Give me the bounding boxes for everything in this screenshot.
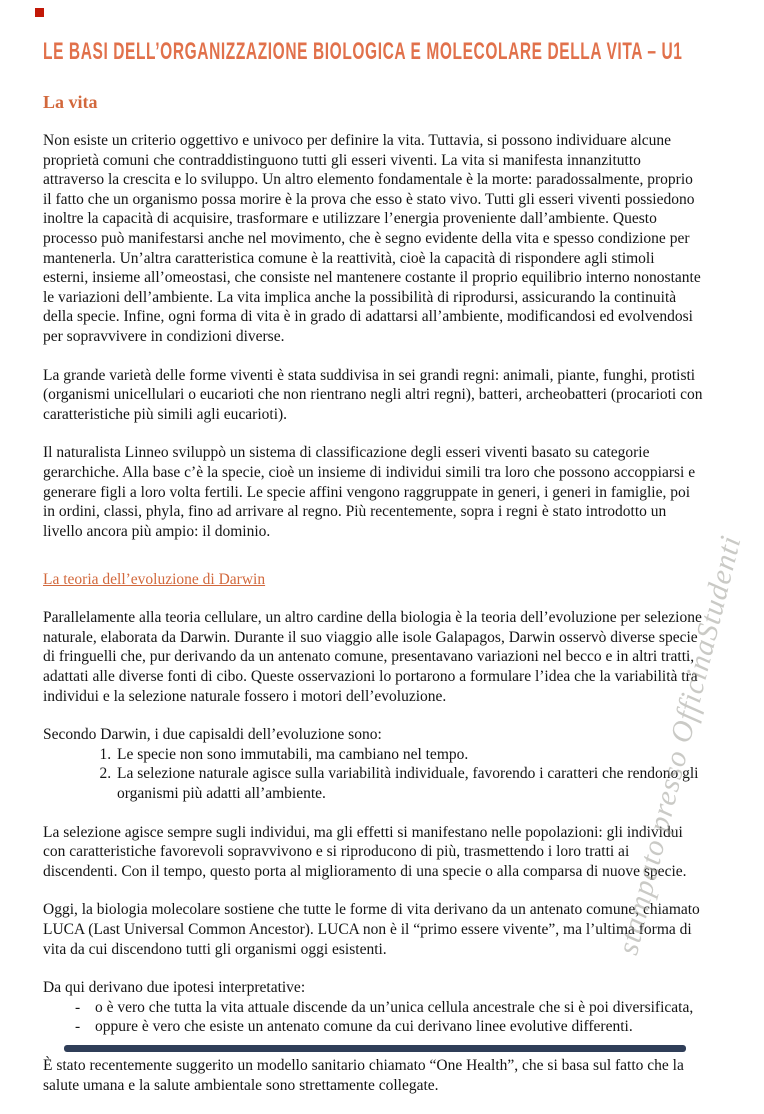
paragraph-life-definition: Non esiste un criterio oggettivo e univoco per definire la vita. Tuttavia, si possono individuare alcune proprietà comuni che contraddistinguono tutti gli esseri viventi. La vita si manifesta innanzitutto attraverso la crescita e lo sviluppo. Un altro elemento fondamentale è la morte: paradossalmente, proprio il fatto che un organismo possa morire è la prova che esso è stato vivo. Tutti gli esseri viventi possiedono inoltre la capacità di acquisire, trasformare e utilizzare l’energia proveniente dall’ambiente. Questo processo può manifestarsi anche nel movimento, che è segno evidente della vita e spesso condizione per mantenerla. Un’altra caratteristica comune è la reattività, cioè la capacità di rispondere agli stimoli esterni, insieme all’omeostasi, che consiste nel mantenere costante il proprio equilibrio interno nonostante le variazioni dell’ambiente. La vita implica anche la possibilità di riprodursi, assicurando la continuità della specie. Infine, ogni forma di vita è in grado di adattarsi all’ambiente, modificandosi ed evolvendosi per sopravvivere in condizioni diverse.: [43, 132, 701, 345]
paragraph-six-kingdoms: La grande varietà delle forme viventi è stata suddivisa in sei grandi regni: animali, piante, funghi, protisti (organismi unicellulari o eucarioti che non rientrano negli altri regni), batteri, archeobatteri (procarioti con caratteristiche più simili agli eucarioti).: [43, 366, 703, 423]
darwin-pillars-list: [43, 745, 703, 804]
darwin-pillar-item: 1. Le specie non sono immutabili, ma cambiano nel tempo.: [115, 745, 703, 765]
subheading-darwin-theory: La teoria dell’evoluzione di Darwin: [43, 571, 266, 589]
page-title: LE BASI DELL’ORGANIZZAZIONE BIOLOGICA E MOLECOLARE DELLA VITA – U1: [43, 39, 683, 66]
hypothesis-item: - o è vero che tutta la vita attuale discende da un’unica cellula ancestrale che si è poi diversificata,: [43, 998, 703, 1018]
document-content: [43, 39, 703, 1114]
darwin-pillar-item: 2. La selezione naturale agisce sulla variabilità individuale, favorendo i caratteri che rendono gli organismi più adatti all’ambiente.: [115, 764, 703, 803]
diagonal-watermark: stampato presso OfficinaStudenti: [611, 531, 748, 958]
paragraph-luca: Oggi, la biologia molecolare sostiene che tutte le forme di vita derivano da un antenato comune, chiamato LUCA (Last Universal Common Ancestor). LUCA non è il “primo essere vivente”, ma l’ultima forma di vita da cui discendono tutti gli organismi oggi esistenti.: [43, 901, 700, 958]
page-corner-marker-icon: [35, 8, 44, 17]
paragraph-hypotheses-intro: Da qui derivano due ipotesi interpretative:: [43, 979, 306, 997]
paragraph-darwin-pillars-intro: Secondo Darwin, i due capisaldi dell’evoluzione sono:: [43, 726, 382, 744]
paragraph-selection-populations: La selezione agisce sempre sugli individui, ma gli effetti si manifestano nelle popolazioni: gli individui con caratteristiche favorevoli sopravvivono e si riproducono di più, trasmettendo i loro tratti ai discendenti. Con il tempo, questo porta al miglioramento di una specie o alla comparsa di nuove specie.: [43, 823, 687, 880]
hypothesis-item: - oppure è vero che esiste un antenato comune da cui derivano linee evolutive differenti.: [43, 1017, 703, 1037]
hypotheses-list: [43, 998, 703, 1037]
section-heading-la-vita: La vita: [43, 92, 98, 112]
horizontal-scrollbar[interactable]: [64, 1045, 686, 1052]
paragraph-linneo-classification: Il naturalista Linneo sviluppò un sistema di classificazione degli esseri viventi basato su categorie gerarchiche. Alla base c’è la specie, cioè un insieme di individui simili tra loro che possono accoppiarsi e generare figli a loro volta fertili. Le specie affini vengono raggruppate in generi, i generi in famiglie, poi in ordini, classi, phyla, fino ad arrivare al regno. Più recentemente, sopra i regni è stato introdotto un livello ancora più ampio: il dominio.: [43, 444, 696, 540]
paragraph-darwin-galapagos: Parallelamente alla teoria cellulare, un altro cardine della biologia è la teoria dell’evoluzione per selezione naturale, elaborata da Darwin. Durante il suo viaggio alle isole Galapagos, Darwin osservò diverse specie di fringuelli che, pur derivando da un antenato comune, presentavano variazioni nel becco e in altri tratti, adattati alle diverse fonti di cibo. Queste osservazioni lo portarono a formulare l’idea che la variabilità tra individui e la selezione naturale fossero i motori dell’evoluzione.: [43, 609, 702, 705]
paragraph-one-health: È stato recentemente suggerito un modello sanitario chiamato “One Health”, che si basa sul fatto che la salute umana e la salute ambientale sono strettamente collegate.: [43, 1056, 684, 1094]
